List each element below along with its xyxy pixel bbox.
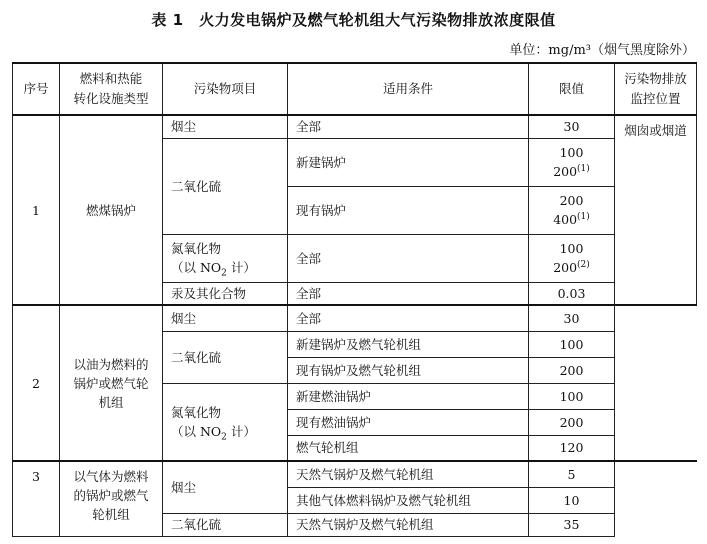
header-limit: 限值 bbox=[529, 63, 615, 115]
limit-cell: 30 bbox=[529, 305, 615, 331]
pollutant-cell: 汞及其化合物 bbox=[163, 282, 288, 305]
pollutant-cell: 烟尘 bbox=[163, 115, 288, 138]
condition-cell: 其他气体燃料锅炉及燃气轮机组 bbox=[288, 487, 529, 513]
footnote-mark: (2) bbox=[577, 259, 590, 270]
unit-note: 单位：mg/m³（烟气黑度除外） bbox=[509, 43, 695, 58]
group-gas bbox=[13, 461, 697, 536]
emission-limits-table bbox=[12, 62, 697, 537]
footnote-mark: (1) bbox=[577, 211, 590, 222]
limit-cell: 0.03 bbox=[529, 282, 615, 305]
limit-cell: 120 bbox=[529, 435, 615, 461]
group-oil bbox=[13, 305, 697, 461]
condition-cell: 新建锅炉及燃气轮机组 bbox=[288, 331, 529, 357]
limit-cell: 100 bbox=[529, 331, 615, 357]
pollutant-cell: 氮氧化物 （以 $NO_2$ 计） bbox=[163, 383, 288, 461]
condition-cell: 现有燃油锅炉 bbox=[288, 409, 529, 435]
group-coal bbox=[13, 115, 697, 305]
limit-cell: 100 bbox=[529, 383, 615, 409]
pollutant-cell: 二氧化硫 bbox=[163, 138, 288, 234]
monitor-location-cell: 烟囱或烟道 bbox=[615, 115, 697, 305]
condition-cell: 天然气锅炉及燃气轮机组 bbox=[288, 513, 529, 536]
pollutant-cell: 二氧化硫 bbox=[163, 331, 288, 383]
seq-cell: 1 bbox=[13, 115, 60, 305]
condition-cell: 全部 bbox=[288, 115, 529, 138]
condition-cell: 现有锅炉 bbox=[288, 186, 529, 234]
header-row bbox=[13, 63, 697, 115]
condition-cell: 新建锅炉 bbox=[288, 138, 529, 186]
limit-cell: 200 bbox=[529, 357, 615, 383]
facility-type-cell: 以油为燃料的 锅炉或燃气轮 机组 bbox=[60, 305, 163, 461]
condition-cell: 全部 bbox=[288, 305, 529, 331]
facility-type-cell: 以气体为燃料 的锅炉或燃气 轮机组 bbox=[60, 461, 163, 536]
condition-cell: 现有锅炉及燃气轮机组 bbox=[288, 357, 529, 383]
footnote-mark: (1) bbox=[577, 163, 590, 174]
limit-cell: 100 200$^{(2)}$ bbox=[529, 234, 615, 282]
header-pollutant: 污染物项目 bbox=[163, 63, 288, 115]
condition-cell: 全部 bbox=[288, 282, 529, 305]
pollutant-cell: 烟尘 bbox=[163, 461, 288, 513]
seq-cell: 2 bbox=[13, 305, 60, 461]
condition-cell: 天然气锅炉及燃气轮机组 bbox=[288, 461, 529, 487]
table-row bbox=[13, 461, 697, 487]
limit-cell: 5 bbox=[529, 461, 615, 487]
pollutant-cell: 烟尘 bbox=[163, 305, 288, 331]
limit-cell: 200 bbox=[529, 409, 615, 435]
limit-cell: 10 bbox=[529, 487, 615, 513]
header-facility-type: 燃料和热能 转化设施类型 bbox=[60, 63, 163, 115]
table-row bbox=[13, 305, 697, 331]
limit-cell: 30 bbox=[529, 115, 615, 138]
facility-type-cell: 燃煤锅炉 bbox=[60, 115, 163, 305]
seq-cell: 3 bbox=[13, 461, 60, 536]
limit-cell: 35 bbox=[529, 513, 615, 536]
header-condition: 适用条件 bbox=[288, 63, 529, 115]
condition-cell: 燃气轮机组 bbox=[288, 435, 529, 461]
table-title: 表 1 火力发电锅炉及燃气轮机组大气污染物排放浓度限值 bbox=[151, 11, 556, 29]
header-monitor-location: 污染物排放 监控位置 bbox=[615, 63, 697, 115]
condition-cell: 全部 bbox=[288, 234, 529, 282]
table-row bbox=[13, 115, 697, 138]
pollutant-cell: 二氧化硫 bbox=[163, 513, 288, 536]
limit-cell: 100 200$^{(1)}$ bbox=[529, 138, 615, 186]
condition-cell: 新建燃油锅炉 bbox=[288, 383, 529, 409]
header-seq: 序号 bbox=[13, 63, 60, 115]
limit-cell: 200 400$^{(1)}$ bbox=[529, 186, 615, 234]
pollutant-cell: 氮氧化物 （以 $NO_2$ 计） bbox=[163, 234, 288, 282]
